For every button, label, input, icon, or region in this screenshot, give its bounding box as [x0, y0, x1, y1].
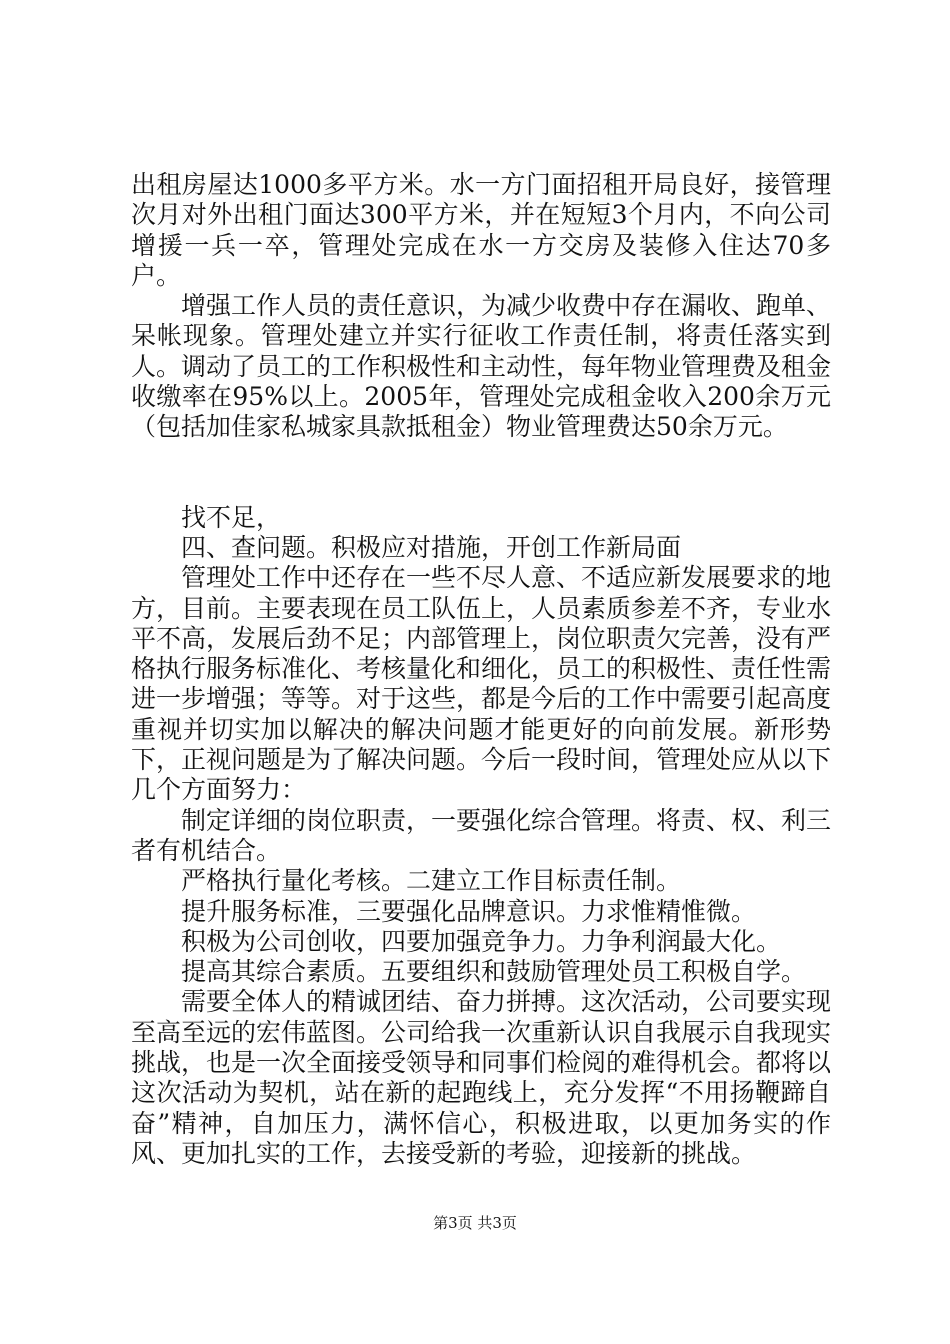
paragraph-conclusion: 需要全体人的精诚团结、奋力拼搏。这次活动，公司要实现至高至远的宏伟蓝图。公司给我一次重新认识自我展示自我现实挑战，也是一次全面接受领导和同事们检阅的难得机会。都将以这次活动为契机，站在新的起跑线上，充分发挥“不用扬鞭蹄自奋”精神，自加压力，满怀信心，积极进取，以更加务实的作风、更加扎实的工作，去接受新的考验，迎接新的挑战。: [131, 987, 832, 1168]
paragraph-rental-summary: 出租房屋达1000多平方米。水一方门面招租开局良好，接管理次月对外出租门面达300平方米，并在短短3个月内，不向公司增援一兵一卒，管理处完成在水一方交房及装修入住达70多户。: [131, 170, 831, 290]
paragraph-spacer: [131, 443, 831, 503]
paragraph-find-shortcomings: 找不足，: [181, 502, 282, 532]
paragraph-responsibility: 增强工作人员的责任意识，为减少收费中存在漏收、跑单、呆帐现象。管理处建立并实行征收工作责任制，将责任落实到人。调动了员工的工作积极性和主动性，每年物业管理费及租金收缴率在95%以上。2005年，管理处完成租金收入200余万元（包括加佳家私城家具款抵租金）物业管理费达50余万元。: [131, 291, 832, 442]
section-heading-four: 四、查问题。积极应对措施，开创工作新局面: [181, 532, 682, 562]
list-item-four: 积极为公司创收，四要加强竞争力。力争利润最大化。: [181, 926, 782, 956]
list-item-two: 严格执行量化考核。二建立工作目标责任制。: [181, 866, 682, 896]
list-item-five: 提高其综合素质。五要组织和鼓励管理处员工积极自学。: [181, 957, 807, 987]
list-item-one: 制定详细的岗位职责，一要强化综合管理。将责、权、利三者有机结合。: [131, 805, 832, 865]
paragraph-problems: 管理处工作中还存在一些不尽人意、不适应新发展要求的地方，目前。主要表现在员工队伍上，人员素质参差不齐，专业水平不高，发展后劲不足；内部管理上，岗位职责欠完善，没有严格执行服务标准化、考核量化和细化，员工的积极性、责任性需进一步增强；等等。对于这些，都是今后的工作中需要引起高度重视并切实加以解决的解决问题才能更好的向前发展。新形势下，正视问题是为了解决问题。今后一段时间，管理处应从以下几个方面努力：: [131, 563, 832, 805]
page-footer: 第3页 共3页: [433, 1214, 517, 1232]
list-item-three: 提升服务标准，三要强化品牌意识。力求惟精惟微。: [181, 896, 757, 926]
document-body: [131, 170, 831, 1169]
